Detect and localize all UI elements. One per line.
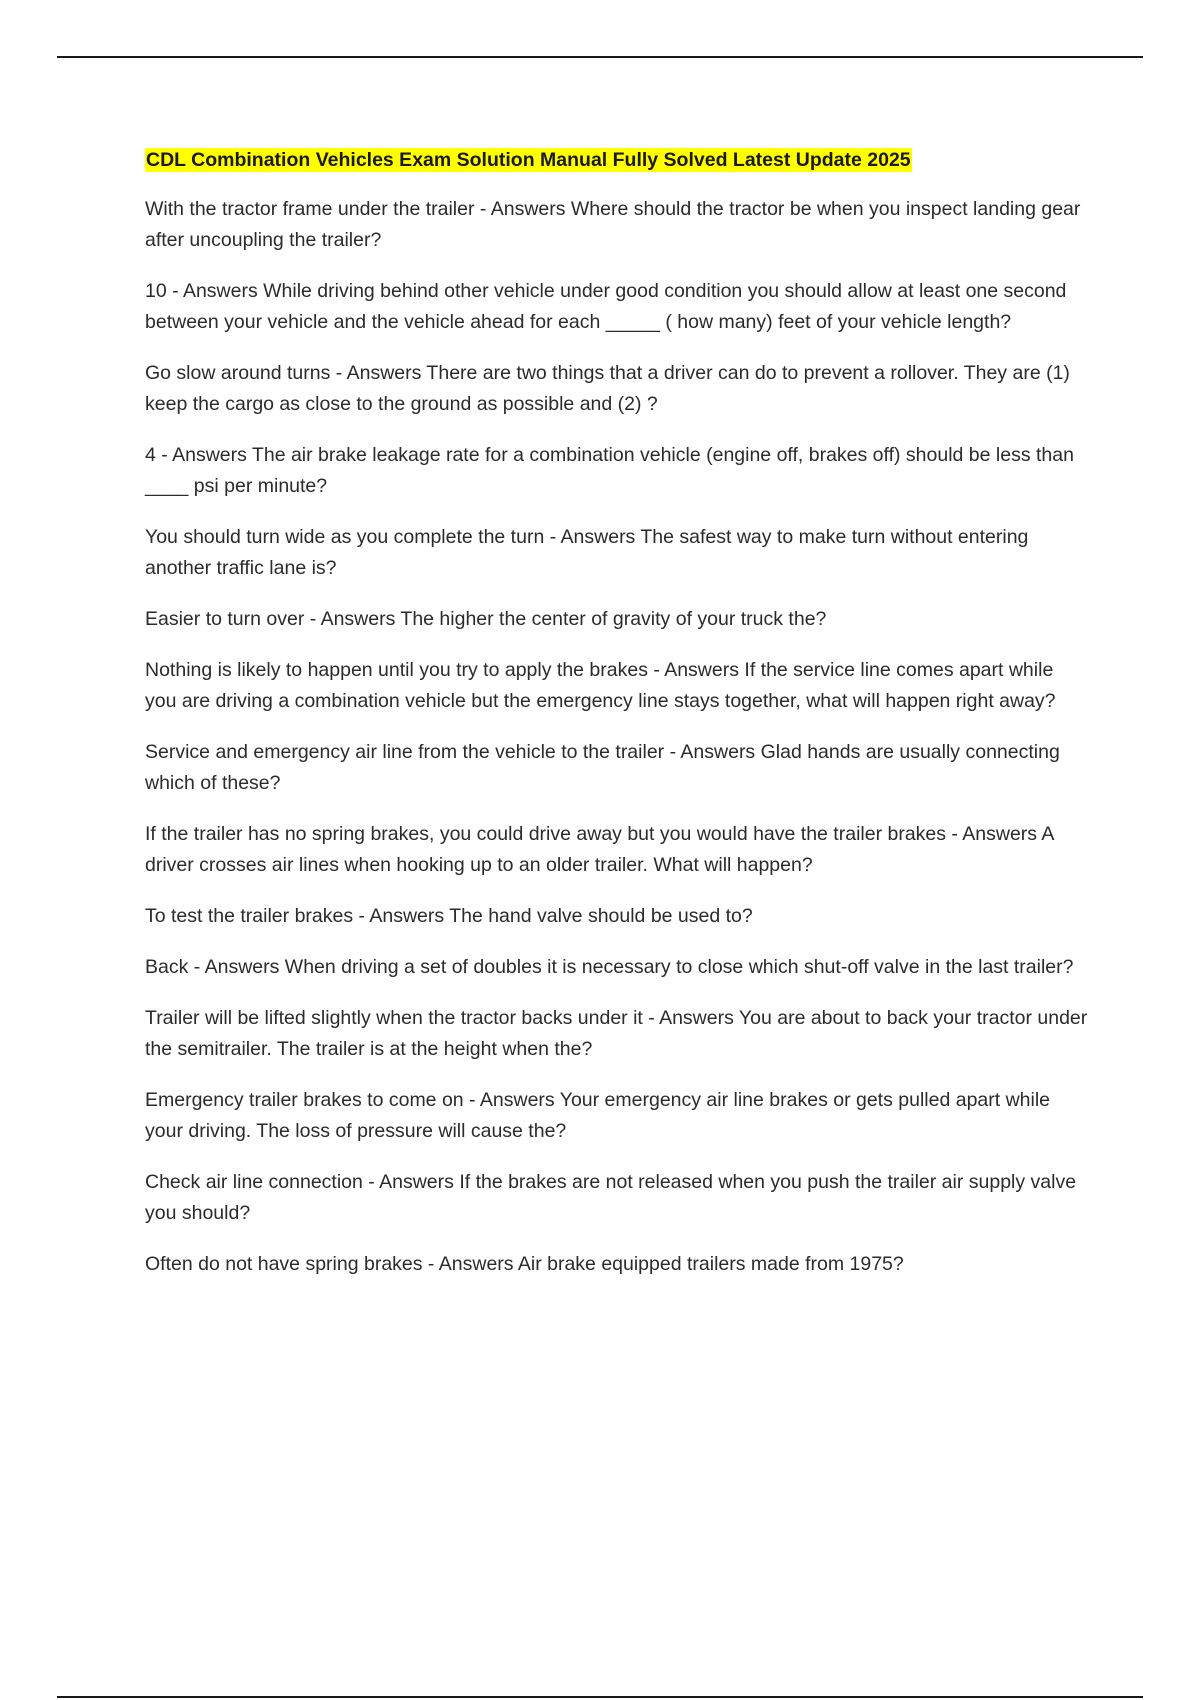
qa-list	[145, 194, 1090, 1280]
top-rule	[57, 56, 1143, 58]
qa-entry: Back - Answers When driving a set of doubles it is necessary to close which shut-off valve in the last trailer?	[145, 956, 1074, 978]
qa-entry: 10 - Answers While driving behind other vehicle under good condition you should allow at least one second between your vehicle and the vehicle ahead for each _____ ( how many) feet of your vehicle length?	[145, 280, 1067, 333]
document-title: CDL Combination Vehicles Exam Solution Manual Fully Solved Latest Update 2025	[146, 149, 911, 171]
document-body	[145, 145, 1090, 1300]
qa-entry: If the trailer has no spring brakes, you could drive away but you would have the trailer brakes - Answers A driver crosses air lines when hooking up to an older trailer. What will happen?	[145, 823, 1054, 876]
title-block	[145, 145, 1090, 177]
qa-entry: Easier to turn over - Answers The higher the center of gravity of your truck the?	[145, 608, 827, 630]
qa-entry: Service and emergency air line from the vehicle to the trailer - Answers Glad hands are usually connecting which of these?	[145, 741, 1060, 794]
qa-entry: 4 - Answers The air brake leakage rate for a combination vehicle (engine off, brakes off) should be less than ____ psi per minute?	[145, 444, 1074, 497]
qa-entry: Check air line connection - Answers If the brakes are not released when you push the trailer air supply valve you should?	[145, 1171, 1077, 1224]
qa-entry: With the tractor frame under the trailer - Answers Where should the tractor be when you inspect landing gear after uncoupling the trailer?	[145, 198, 1081, 251]
bottom-rule	[57, 1696, 1143, 1698]
qa-entry: To test the trailer brakes - Answers The hand valve should be used to?	[145, 905, 753, 927]
qa-entry: Go slow around turns - Answers There are two things that a driver can do to prevent a rollover. They are (1) keep the cargo as close to the ground as possible and (2) ?	[145, 362, 1070, 415]
qa-entry: Often do not have spring brakes - Answers Air brake equipped trailers made from 1975?	[145, 1253, 904, 1275]
qa-entry: Trailer will be lifted slightly when the tractor backs under it - Answers You are about to back your tractor under the semitrailer. The trailer is at the height when the?	[145, 1007, 1088, 1060]
qa-entry: You should turn wide as you complete the turn - Answers The safest way to make turn without entering another traffic lane is?	[145, 526, 1029, 579]
qa-entry: Emergency trailer brakes to come on - Answers Your emergency air line brakes or gets pulled apart while your driving. The loss of pressure will cause the?	[145, 1089, 1051, 1142]
qa-entry: Nothing is likely to happen until you try to apply the brakes - Answers If the service line comes apart while you are driving a combination vehicle but the emergency line stays together, what will happen right away?	[145, 659, 1056, 712]
